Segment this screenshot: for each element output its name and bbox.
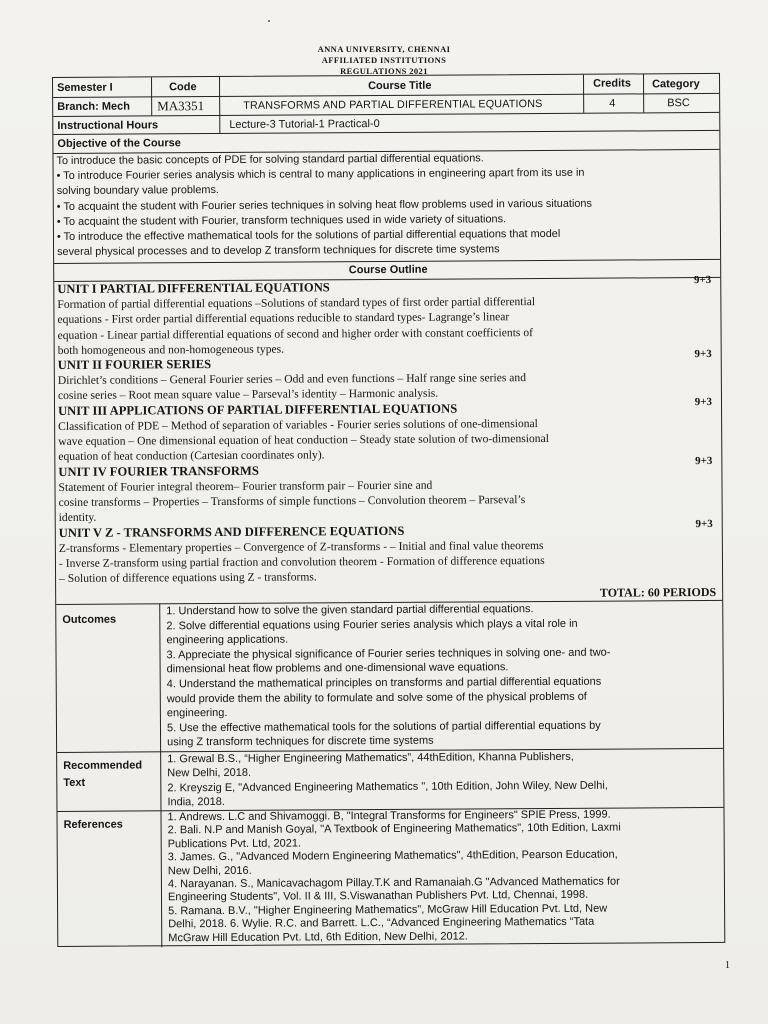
objective-heading: Objective of the Course: [57, 137, 181, 150]
course-outline: [57, 273, 719, 586]
total-periods: TOTAL: 60 PERIODS: [599, 584, 717, 600]
instructional-hours-label: Instructional Hours: [57, 119, 159, 132]
code-header: Code: [169, 81, 197, 94]
course-title-header: Course Title: [368, 79, 432, 93]
recommended-text-list: 1. Grewal B.S., “Higher Engineering Mathematics”, 44thEdition, Khanna Publishers, New Delhi, 2018. 2. Kreyszig E, "Advanced Engineering Mathematics ", 10th Edition, John Wiley, New Delhi, India, 2018.: [167, 750, 608, 809]
unit-2-hours: 9+3: [694, 348, 712, 361]
header-regulations: REGULATIONS 2021: [340, 66, 428, 76]
unit-5-title: UNIT V Z - TRANSFORMS AND DIFFERENCE EQUATIONS: [58, 523, 405, 540]
semester-header: Semester I: [57, 81, 113, 94]
unit-4-hours: 9+3: [695, 454, 713, 467]
unit-3-hours: 9+3: [694, 395, 713, 408]
category-cell: BSC: [667, 97, 690, 110]
unit-5-hours: 9+3: [695, 517, 713, 530]
unit-2: UNIT II FOURIER SERIES 9+3 Dirichlet’s conditions – General Fourier series – Odd and even functions – Half range sine series and cosine series – Root mean square value – Parseval’s identity – Harmonic analysis.: [58, 354, 718, 404]
course-code-cell: MA3351: [157, 98, 205, 114]
outcomes-list: 1. Understand how to solve the given standard partial differential equations. 2. Solve differential equations using Fourier series analysis which plays a vital role in engineering applications. 3. Appreciate the physical significance of Fourier series techniques in solving one- and two- dimensional heat flow problems and one-dimensional wave equations. 4. Understand the mathematical principles on transforms and partial differential equations would provide them the ability to formulate and solve some of the physical problems of engineering. 5. Use the effective mathematical tools for the solutions of partial differential equations by using Z transform techniques for discrete time systems: [166, 603, 611, 749]
unit-3: UNIT III APPLICATIONS OF PARTIAL DIFFERENTIAL EQUATIONS 9+3 Classification of PDE – Method of separation of variables - Fourier series solutions of one-dimensional wave equation – One dimensional equation of heat conduction – Steady state solution of two-dimensional equation of heat conduction (Cartesian coordinates only).: [58, 400, 718, 465]
credits-cell: 4: [609, 97, 616, 110]
header-university: ANNA UNIVERSITY, CHENNAI: [317, 44, 451, 54]
syllabus-table: [52, 73, 725, 947]
branch-cell: Branch: Mech: [57, 100, 130, 113]
unit-4-title: UNIT IV FOURIER TRANSFORMS: [58, 463, 259, 479]
unit-5: UNIT V Z - TRANSFORMS AND DIFFERENCE EQUATIONS 9+3 Z-transforms - Elementary properties – Convergence of Z-transforms - – Initial and final value theorems - Inverse Z-transform using partial fraction and convolution theorem - Formation of difference equations – Solution of difference equations using Z - transforms.: [59, 521, 719, 586]
references-list: 1. Andrews. L.C and Shivamoggi. B, "Integral Transforms for Engineers" SPIE Press, 1999. 2. Bali. N.P and Manish Goyal, "A Textbook of Engineering Mathematics", 10th Edition, Laxmi Publications Pvt. Ltd, 2021. 3. James. G., "Advanced Modern Engineering Mathematics", 4thEdition, Pearson Education, New Delhi, 2016. 4. Narayanan. S., Manicavachagom Pillay.T.K and Ramanaiah.G "Advanced Mathematics for Engineering Students", Vol. II & III, S.Viswanathan Publishers Pvt. Ltd, Chennai, 1998. 5. Ramana. B.V., "Higher Engineering Mathematics", McGraw Hill Education Pvt. Ltd, New Delhi, 2018. 6. Wylie. R.C. and Barrett. L.C., “Advanced Engineering Mathematics “Tata McGraw Hill Education Pvt. Ltd, 6th Edition, New Delhi, 2012.: [167, 808, 621, 944]
unit-3-title: UNIT III APPLICATIONS OF PARTIAL DIFFERENTIAL EQUATIONS: [57, 401, 458, 418]
unit-1-title: UNIT I PARTIAL DIFFERENTIAL EQUATIONS: [57, 280, 330, 296]
outcomes-label: Outcomes: [62, 613, 117, 626]
references-label: References: [63, 818, 123, 831]
page-number: 1: [725, 960, 730, 971]
speck: [268, 20, 270, 22]
unit-1-hours: 9+3: [693, 273, 712, 287]
objective-text: To introduce the basic concepts of PDE for solving standard partial differential equations. • To introduce Fourier series analysis which is central to many applications in engineering apart from its use in solving boundary value problems. • To acquaint the student with Fourier series techniques in solving heat flow problems used in various situations • To acquaint the student with Fourier, transform techniques used in wide variety of situations. • To introduce the effective mathematical tools for the solutions of partial differential equations that model several physical processes and to develop Z transform techniques for discrete time systems: [56, 152, 592, 259]
unit-1: UNIT I PARTIAL DIFFERENTIAL EQUATIONS 9+3 Formation of partial differential equations –Solutions of standard types of first order partial differential equations - First order partial differential equations reducible to standard types- Lagrange’s linear equation - Linear partial differential equations of second and higher order with constant coefficients of both homogeneous and non-homogeneous types.: [57, 278, 717, 358]
unit-2-title: UNIT II FOURIER SERIES: [57, 357, 212, 373]
instructional-hours-value: Lecture-3 Tutorial-1 Practical-0: [229, 117, 380, 131]
header-affiliation: AFFILIATED INSTITUTIONS: [321, 55, 447, 65]
recommended-text-label: Recommended Text: [63, 759, 143, 789]
category-header: Category: [652, 78, 700, 91]
unit-4: UNIT IV FOURIER TRANSFORMS 9+3 Statement of Fourier integral theorem– Fourier transform pair – Fourier sine and cosine transforms – Properties – Transforms of simple functions – Convolution theorem – Parseval’s identity.: [58, 461, 718, 526]
course-outline-heading: Course Outline: [348, 263, 428, 277]
course-title-cell: TRANSFORMS AND PARTIAL DIFFERENTIAL EQUATIONS: [243, 98, 543, 112]
credits-header: Credits: [593, 77, 631, 90]
